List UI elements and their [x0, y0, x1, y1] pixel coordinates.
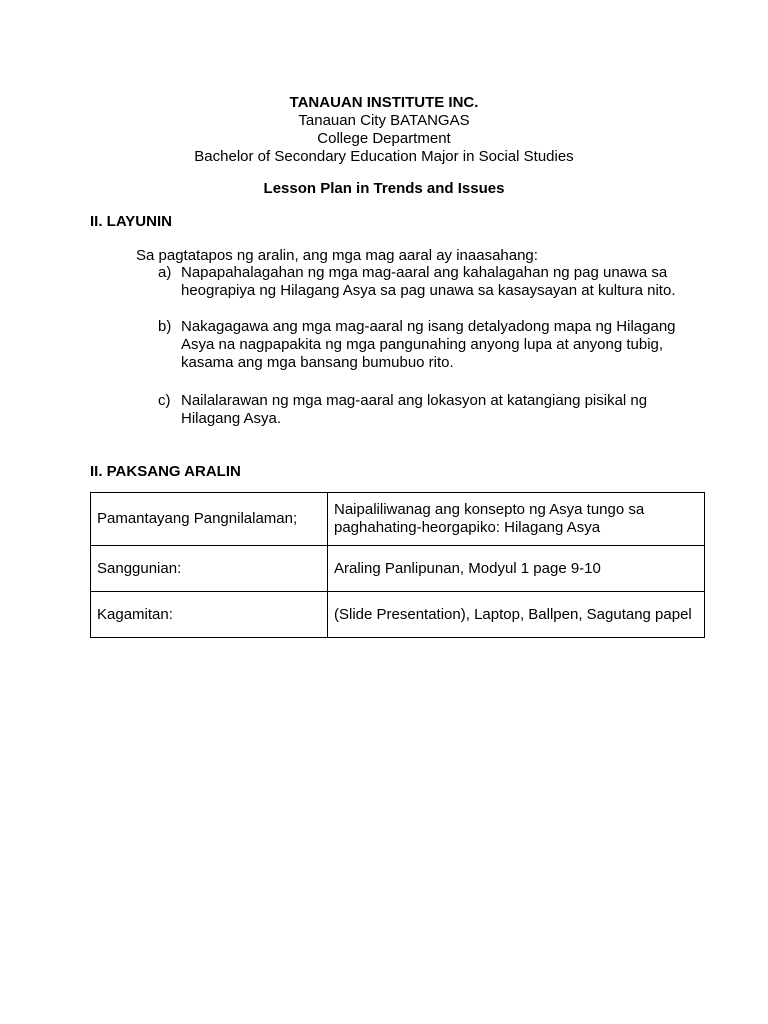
objective-text: Nakagagawa ang mga mag-aaral ng isang detalyadong mapa ng Hilagang Asya na nagpapakita ng mga pangunahing anyong lupa at anyong tubig, kasama ang mga bansang bumubuo rito. — [181, 318, 676, 371]
objective-text: Nailalarawan ng mga mag-aaral ang lokasyon at katangiang pisikal ng Hilagang Asya. — [181, 392, 648, 427]
document-header — [0, 94, 768, 166]
layunin-intro: Sa pagtatapos ng aralin, ang mga mag aaral ay inaasahang: — [136, 247, 538, 264]
department-name: College Department — [317, 130, 451, 147]
institution-name: TANAUAN INSTITUTE INC. — [289, 94, 479, 111]
paksang-aralin-heading: II. PAKSANG ARALIN — [90, 463, 241, 480]
objective-marker: a) — [158, 264, 172, 281]
paksang-aralin-table — [90, 492, 705, 638]
lesson-title: Lesson Plan in Trends and Issues — [263, 180, 505, 197]
layunin-heading: II. LAYUNIN — [90, 213, 172, 230]
row-value: (Slide Presentation), Laptop, Ballpen, Sagutang papel — [328, 592, 705, 638]
table-row — [91, 493, 705, 546]
objective-marker: b) — [158, 318, 172, 335]
row-value: Naipaliliwanag ang konsepto ng Asya tungo sa paghahating-heorgapiko: Hilagang Asya — [328, 493, 705, 546]
table-row — [91, 546, 705, 592]
row-label: Kagamitan: — [91, 592, 328, 638]
row-value: Araling Panlipunan, Modyul 1 page 9-10 — [328, 546, 705, 592]
program-name: Bachelor of Secondary Education Major in Social Studies — [194, 148, 574, 165]
institution-location: Tanauan City BATANGAS — [298, 112, 470, 129]
row-label: Sanggunian: — [91, 546, 328, 592]
objective-text: Napapahalagahan ng mga mag-aaral ang kahalagahan ng pag unawa sa heograpiya ng Hilagang Asya sa pag unawa sa kasaysayan at kultura nito. — [181, 264, 676, 299]
row-label: Pamantayang Pangnilalaman; — [91, 493, 328, 546]
objective-marker: c) — [158, 392, 171, 409]
table-row — [91, 592, 705, 638]
